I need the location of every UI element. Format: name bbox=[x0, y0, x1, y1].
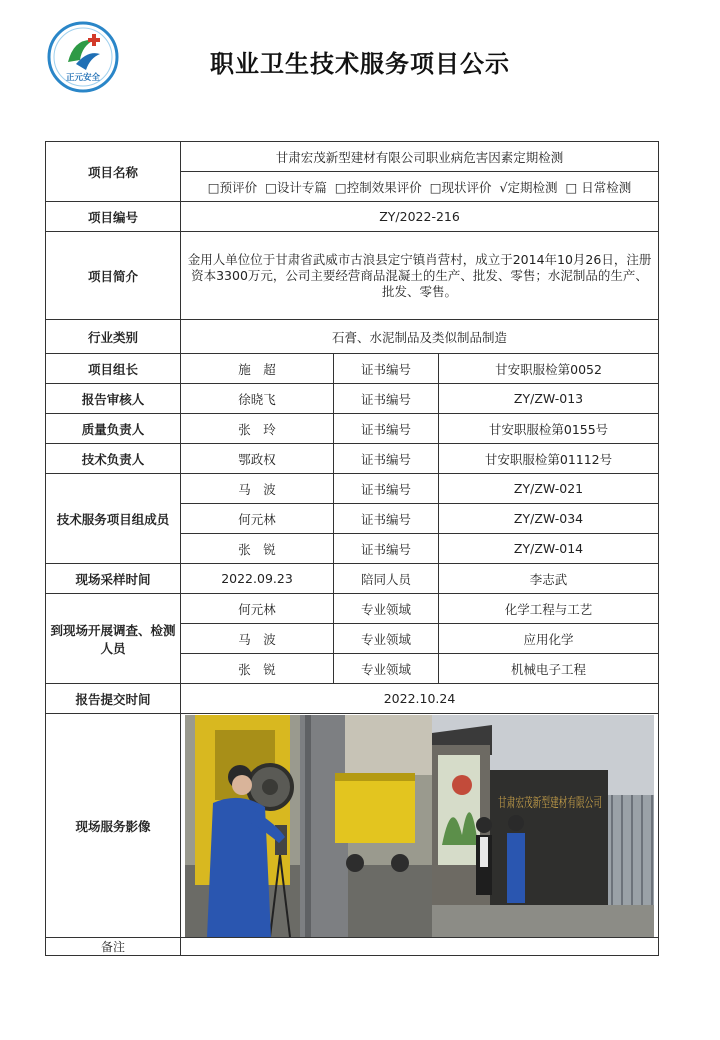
field-staff-name: 张 锐 bbox=[181, 654, 334, 684]
project-intro-label: 项目简介 bbox=[46, 232, 181, 320]
option-design: □设计专篇 bbox=[265, 179, 327, 195]
site-images-cell bbox=[181, 714, 659, 938]
member-cert: ZY/ZW-021 bbox=[439, 474, 659, 504]
option-pre-evaluation: □预评价 bbox=[207, 179, 258, 195]
project-number-label: 项目编号 bbox=[46, 202, 181, 232]
member-name: 马 波 bbox=[181, 474, 334, 504]
cert-label: 证书编号 bbox=[334, 354, 439, 384]
field-label: 专业领域 bbox=[334, 594, 439, 624]
sampling-label: 现场采样时间 bbox=[46, 564, 181, 594]
report-date-value: 2022.10.24 bbox=[181, 684, 659, 714]
project-name-label: 项目名称 bbox=[46, 142, 181, 202]
reviewer-name: 徐晓飞 bbox=[181, 384, 334, 414]
member-cert: ZY/ZW-034 bbox=[439, 504, 659, 534]
site-images-label: 现场服务影像 bbox=[46, 714, 181, 938]
technical-name: 鄂政权 bbox=[181, 444, 334, 474]
report-date-label: 报告提交时间 bbox=[46, 684, 181, 714]
site-photo-worker bbox=[185, 715, 432, 937]
cert-label: 证书编号 bbox=[334, 384, 439, 414]
field-staff-name: 何元林 bbox=[181, 594, 334, 624]
sampling-date: 2022.09.23 bbox=[181, 564, 334, 594]
page-title: 职业卫生技术服务项目公示 bbox=[210, 50, 510, 78]
remarks-value bbox=[181, 938, 659, 956]
cert-label: 证书编号 bbox=[334, 504, 439, 534]
quality-name: 张 玲 bbox=[181, 414, 334, 444]
companion-label: 陪同人员 bbox=[334, 564, 439, 594]
quality-label: 质量负责人 bbox=[46, 414, 181, 444]
companion-name: 李志武 bbox=[439, 564, 659, 594]
company-sign-text: 甘肃宏茂新型建材有限公司 bbox=[498, 795, 655, 811]
project-name-value: 甘肃宏茂新型建材有限公司职业病危害因素定期检测 bbox=[181, 142, 659, 172]
technical-label: 技术负责人 bbox=[46, 444, 181, 474]
cert-label: 证书编号 bbox=[334, 474, 439, 504]
remarks-label: 备注 bbox=[46, 938, 181, 956]
reviewer-label: 报告审核人 bbox=[46, 384, 181, 414]
project-intro-value: 金用人单位位于甘肃省武威市古浪县定宁镇肖营村，成立于2014年10月26日，注册资本3300万元，公司主要经营商品混凝土的生产、批发、零售；水泥制品的生产、批发、零售。 bbox=[181, 232, 659, 320]
members-label: 技术服务项目组成员 bbox=[46, 474, 181, 564]
field-staff-name: 马 波 bbox=[181, 624, 334, 654]
cert-label: 证书编号 bbox=[334, 534, 439, 564]
option-status-evaluation: □现状评价 bbox=[429, 179, 492, 195]
field-label: 专业领域 bbox=[334, 624, 439, 654]
industry-label: 行业类别 bbox=[46, 320, 181, 354]
site-photo-company-gate bbox=[432, 715, 654, 937]
field-staff-field: 化学工程与工艺 bbox=[439, 594, 659, 624]
quality-cert: 甘安职服检第0155号 bbox=[439, 414, 659, 444]
field-staff-field: 机械电子工程 bbox=[439, 654, 659, 684]
field-staff-label: 到现场开展调查、检测人员 bbox=[46, 594, 181, 684]
leader-label: 项目组长 bbox=[46, 354, 181, 384]
option-daily-testing: □ 日常检测 bbox=[565, 179, 632, 195]
member-cert: ZY/ZW-014 bbox=[439, 534, 659, 564]
member-name: 张 锐 bbox=[181, 534, 334, 564]
member-name: 何元林 bbox=[181, 504, 334, 534]
project-table bbox=[45, 141, 659, 956]
technical-cert: 甘安职服检第01112号 bbox=[439, 444, 659, 474]
field-label: 专业领域 bbox=[334, 654, 439, 684]
evaluation-type-options bbox=[181, 172, 659, 202]
logo-text: 正元安全 bbox=[65, 73, 101, 83]
field-staff-field: 应用化学 bbox=[439, 624, 659, 654]
leader-name: 施 超 bbox=[181, 354, 334, 384]
cert-label: 证书编号 bbox=[334, 414, 439, 444]
reviewer-cert: ZY/ZW-013 bbox=[439, 384, 659, 414]
cert-label: 证书编号 bbox=[334, 444, 439, 474]
option-periodic-testing: √定期检测 bbox=[499, 179, 558, 195]
option-control-effect: □控制效果评价 bbox=[334, 179, 422, 195]
project-number-value: ZY/2022-216 bbox=[181, 202, 659, 232]
industry-value: 石膏、水泥制品及类似制品制造 bbox=[181, 320, 659, 354]
leader-cert: 甘安职服检第0052 bbox=[439, 354, 659, 384]
